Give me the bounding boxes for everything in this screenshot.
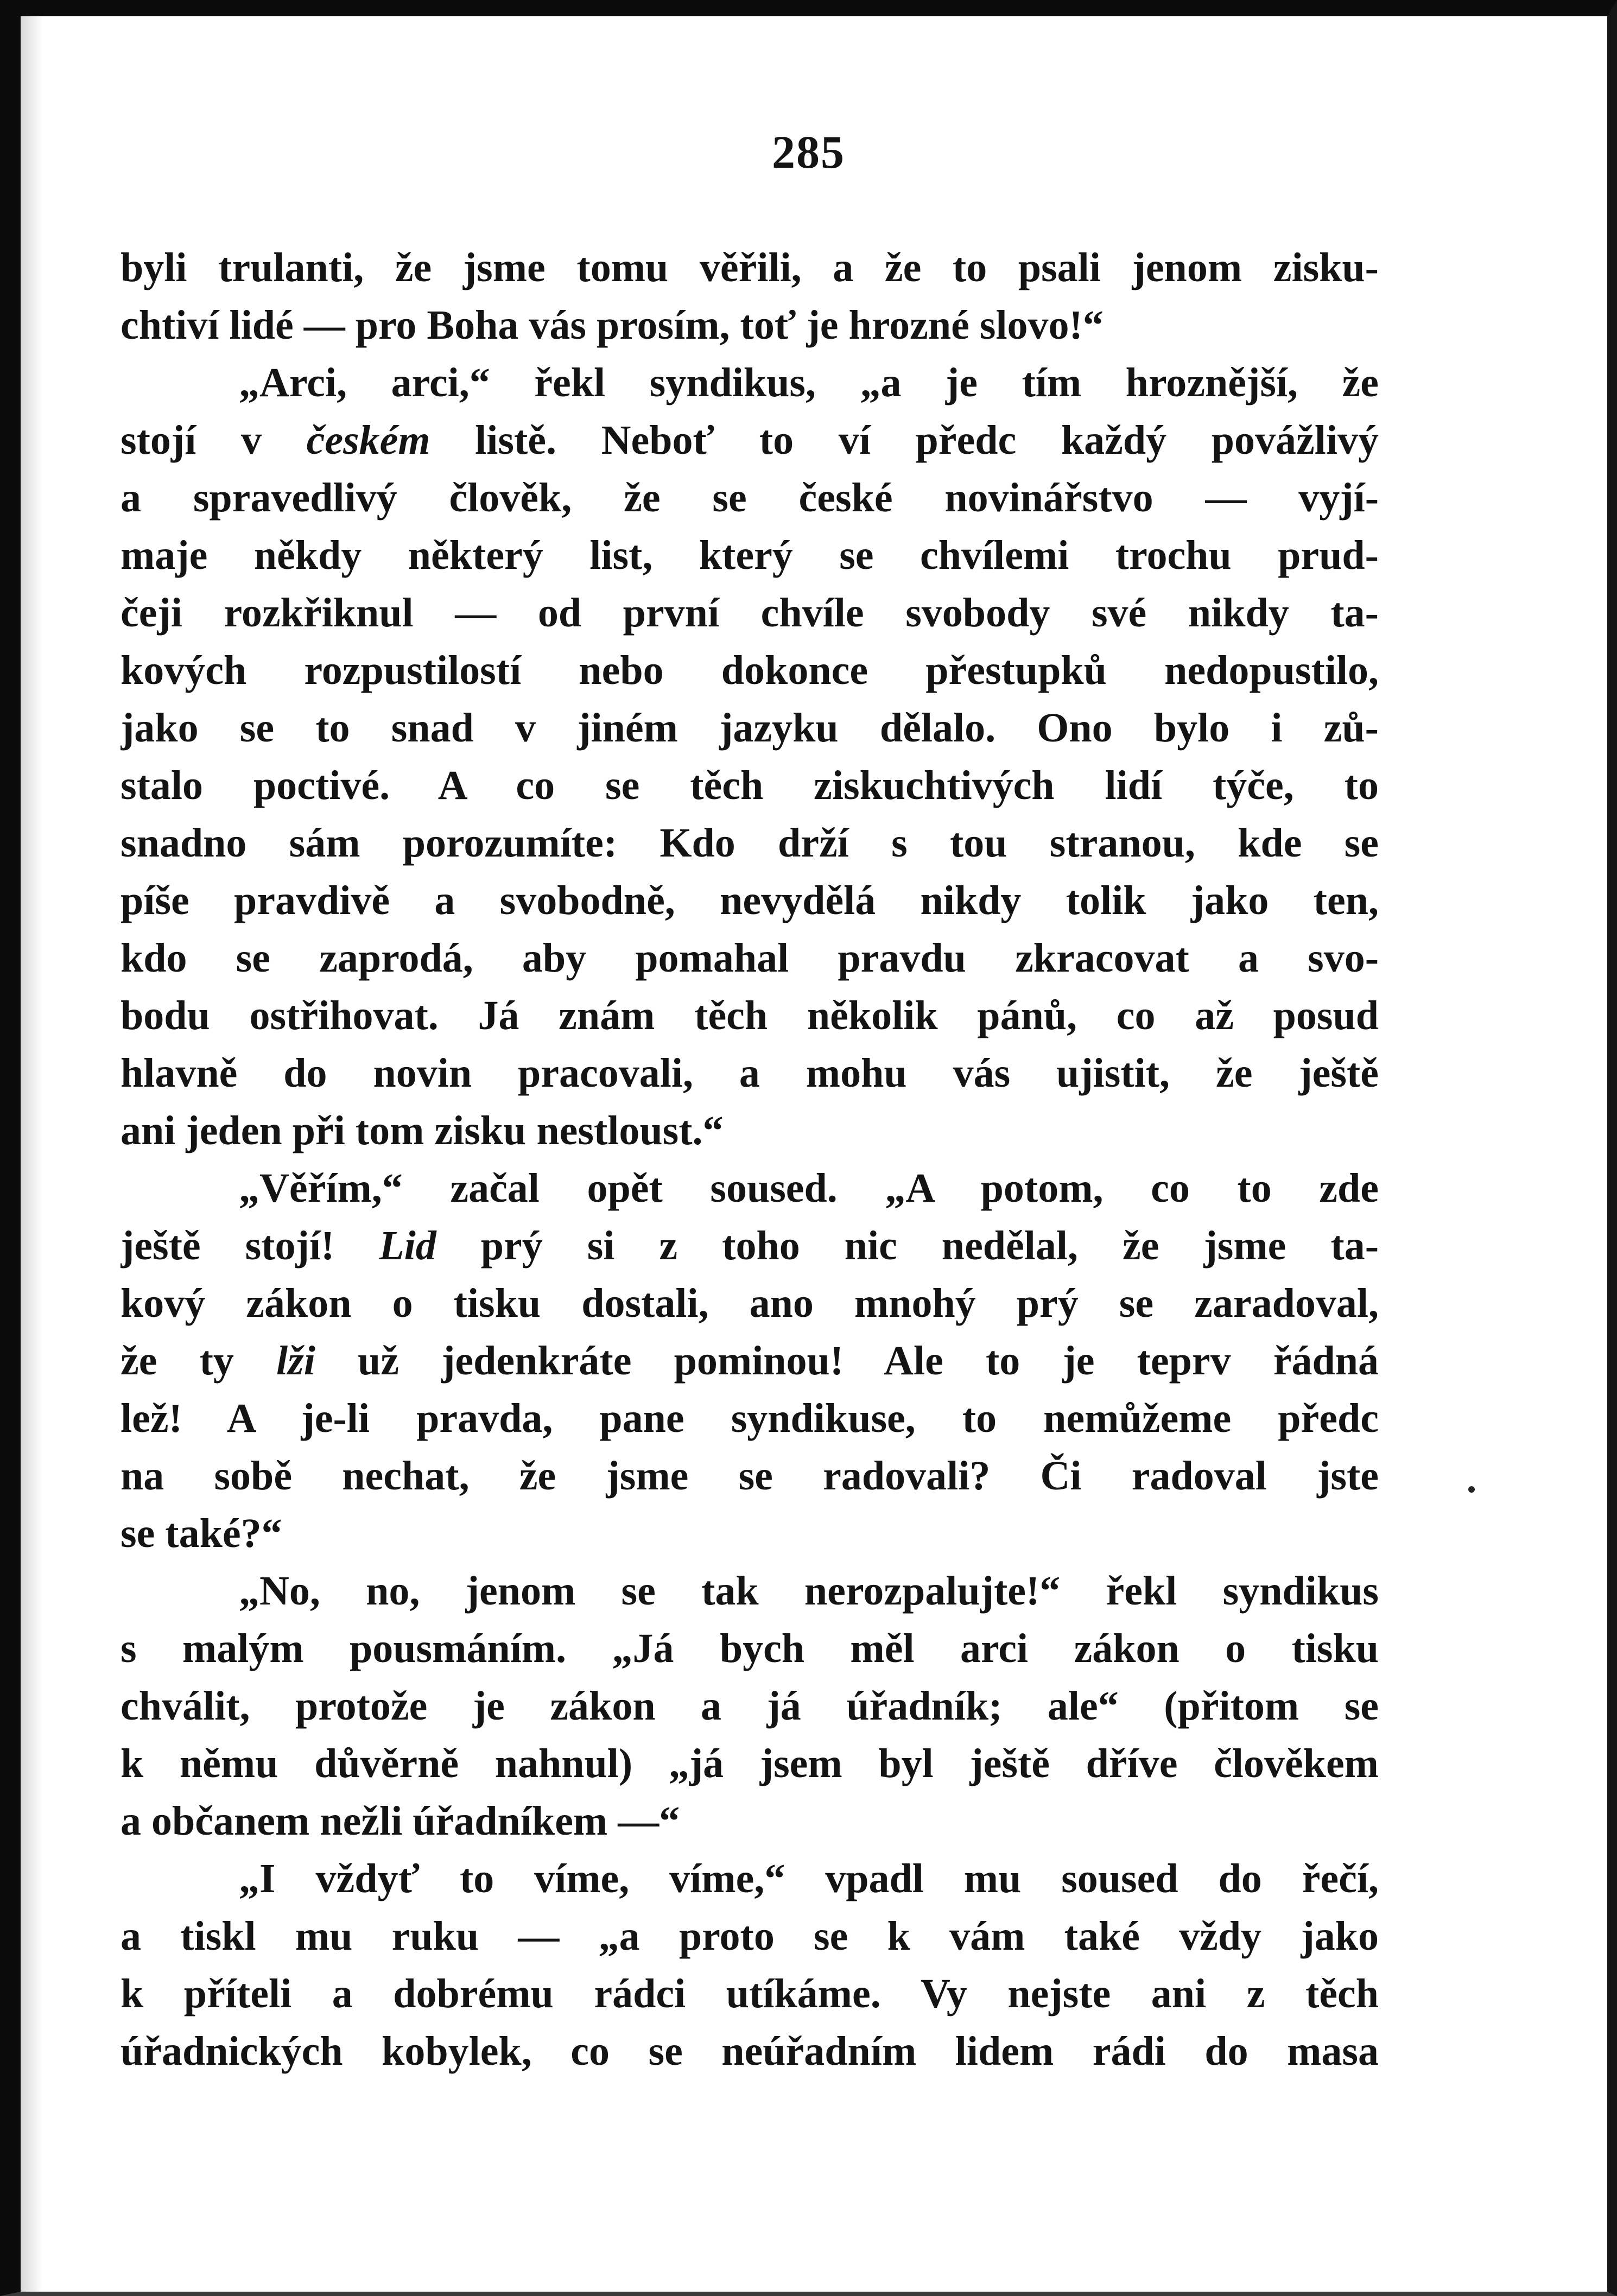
emphasis-word: Lid [379,1223,436,1268]
text-segment: už jedenkráte pominou! Ale to je teprv řádná [315,1338,1379,1384]
text-line: se také?“ [121,1511,282,1556]
text-line: „Věřím,“ začal opět soused. „A potom, co to zde [239,1165,1379,1211]
body-text [121,239,1379,2080]
text-segment: listě. Neboť to ví předc každý povážlivý [430,417,1379,463]
text-line: chtiví lidé — pro Boha vás prosím, toť je hrozné slovo!“ [121,302,1104,348]
text-line: jako se to snad v jiném jazyku dělalo. Ono bylo i zů- [121,705,1379,751]
text-line: na sobě nechat, že jsme se radovali? Či radoval jste [121,1453,1379,1499]
text-line: lež! A je-li pravda, pane syndikuse, to nemůžeme předc [121,1396,1379,1441]
text-line: „I vždyť to víme, víme,“ vpadl mu soused do řečí, [239,1856,1379,1901]
text-line: úřadnických kobylek, co se neúřadním lidem rádi do masa [121,2028,1379,2074]
text-line [121,1332,1379,1390]
text-line: čeji rozkřiknul — od první chvíle svobody své nikdy ta- [121,590,1379,636]
text-line: „Arci, arci,“ řekl syndikus, „a je tím hroznější, že [239,360,1379,405]
text-line: hlavně do novin pracovali, a mohu vás ujistit, že ještě [121,1050,1379,1096]
text-line: k němu důvěrně nahnul) „já jsem byl ještě dříve člověkem [121,1741,1379,1786]
text-line: stalo poctivé. A co se těch ziskuchtivých lidí týče, to [121,763,1379,808]
text-line [121,411,1379,469]
text-line: chválit, protože je zákon a já úřadník; ale“ (přitom se [121,1683,1379,1729]
scan-speck [1468,1486,1475,1493]
text-line: píše pravdivě a svobodně, nevydělá nikdy tolik jako ten, [121,878,1379,923]
text-line: s malým pousmáním. „Já bych měl arci zákon o tisku [121,1626,1379,1671]
emphasis-word: českém [306,417,430,463]
text-line: bodu ostřihovat. Já znám těch několik pánů, co až posud [121,993,1379,1038]
text-line: k příteli a dobrému rádci utíkáme. Vy nejste ani z těch [121,1971,1379,2016]
text-line [121,1217,1379,1274]
text-line: a občanem nežli úřadníkem —“ [121,1798,680,1844]
text-line: a tiskl mu ruku — „a proto se k vám také vždy jako [121,1913,1379,1959]
text-line: kdo se zaprodá, aby pomahal pravdu zkracovat a svo- [121,935,1379,981]
text-line: „No, no, jenom se tak nerozpalujte!“ řekl syndikus [239,1568,1379,1614]
text-line: snadno sám porozumíte: Kdo drží s tou stranou, kde se [121,820,1379,866]
page-number: 285 [772,126,845,178]
text-line: kových rozpustilostí nebo dokonce přestupků nedopustilo, [121,648,1379,693]
text-line: a spravedlivý člověk, že se české novinářstvo — vyjí- [121,475,1379,521]
text-line: byli trulanti, že jsme tomu věřili, a že to psali jenom zisku- [121,245,1379,290]
text-segment: prý si z toho nic nedělal, že jsme ta- [436,1223,1379,1268]
text-line: ani jeden při tom zisku nestloust.“ [121,1108,724,1153]
emphasis-word: lži [276,1338,315,1384]
binding-shadow [21,16,42,2292]
text-line: kový zákon o tisku dostali, ano mnohý prý se zaradoval, [121,1280,1379,1326]
text-line: maje někdy některý list, který se chvílemi trochu prud- [121,532,1379,578]
text-segment: ještě stojí! [121,1223,379,1268]
text-segment: stojí v [121,417,307,463]
text-segment: že ty [121,1338,277,1384]
